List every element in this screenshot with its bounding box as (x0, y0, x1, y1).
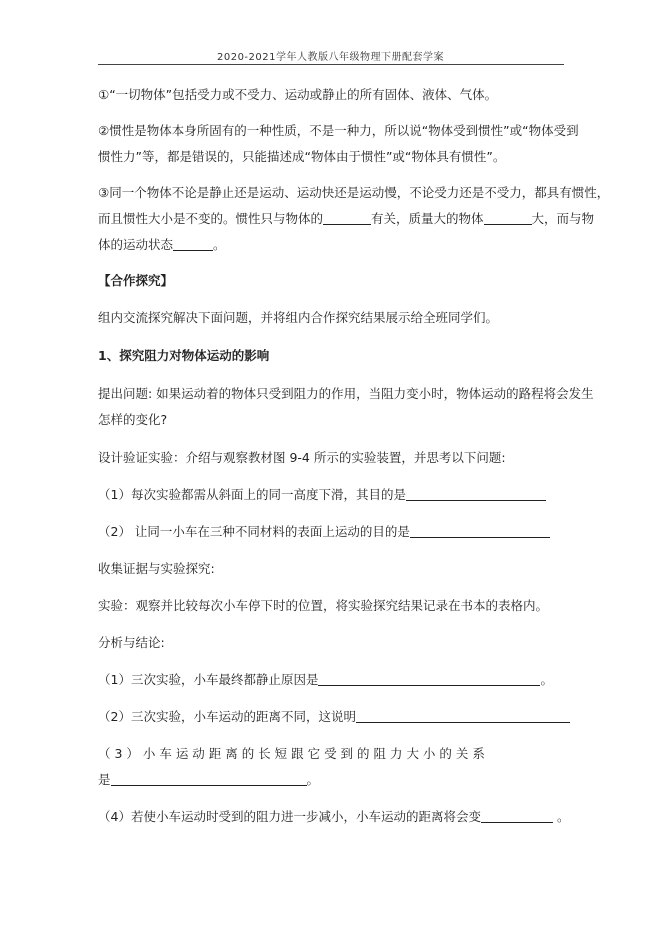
design-question-1-text: （1）每次实验都需从斜面上的同一高度下滑，其目的是 (98, 487, 406, 502)
analysis-question-1-end: 。 (540, 672, 553, 687)
analysis-question-3-line-1: （ 3 ） 小 车 运 动 距 离 的 长 短 跟 它 受 到 的 阻 力 大 小 的 关 系 (98, 746, 485, 761)
design-question-2 (98, 519, 564, 545)
blank-inertia-factor[interactable] (323, 210, 371, 225)
design-text: 设计验证实验：介绍与观察教材图 9-4 所示的实验装置，并思考以下问题: (98, 450, 506, 465)
blank-analysis-4[interactable] (481, 808, 553, 823)
blank-analysis-3[interactable] (111, 771, 307, 786)
note-3-text-d: 体的运动状态 (98, 237, 174, 252)
note-3-text-e: 。 (213, 237, 226, 252)
section-heading: 【合作探究】 (98, 273, 174, 288)
analysis-question-4 (98, 804, 570, 830)
analysis-text: 分析与结论: (98, 635, 165, 650)
note-1: ①“一切物体”包括受力或不受力、运动或静止的所有固体、液体、气体。 (98, 87, 498, 102)
note-2-line-1: ②惯性是物体本身所固有的一种性质，不是一种力，所以说“物体受到惯性”或“物体受到 (98, 123, 579, 138)
blank-design-1[interactable] (406, 486, 546, 501)
design-question-1 (98, 482, 564, 508)
question-line-1: 提出问题: 如果运动着的物体只受到阻力的作用，当阻力变小时，物体运动的路程将会发生 (98, 386, 594, 401)
analysis-question-3-text: 是 (98, 772, 111, 787)
topic-title: 1、探究阻力对物体运动的影响 (98, 348, 270, 363)
design-question-2-text: （2） 让同一小车在三种不同材料的表面上运动的目的是 (98, 524, 410, 539)
note-2-line-2: 惯性力”等，都是错误的，只能描述成“物体由于惯性”或“物体具有惯性”。 (98, 149, 506, 164)
question-line-2: 怎样的变化? (98, 412, 168, 427)
analysis-question-2 (98, 704, 564, 730)
blank-inertia-size[interactable] (484, 210, 532, 225)
analysis-question-2-text: （2）三次实验，小车运动的距离不同，这说明 (98, 709, 356, 724)
header-title: 2020-2021学年人教版八年级物理下册配套学案 (216, 52, 444, 63)
blank-analysis-1[interactable] (318, 671, 540, 686)
section-intro: 组内交流探究解决下面问题，并将组内合作探究结果展示给全班同学们。 (98, 310, 499, 325)
analysis-question-1 (98, 667, 564, 693)
analysis-question-1-text: （1）三次实验，小车最终都静止原因是 (98, 672, 319, 687)
note-3-line-2 (98, 206, 595, 232)
blank-design-2[interactable] (410, 523, 550, 538)
analysis-question-3-end: 。 (306, 772, 320, 787)
note-3-line-1: ③同一个物体不论是静止还是运动、运动快还是运动慢，不论受力还是不受力，都具有惯性， (98, 185, 610, 200)
experiment-text: 实验：观察并比较每次小车停下时的位置，将实验探究结果记录在书本的表格内。 (98, 598, 549, 613)
note-3-text-b: 有关，质量大的物体 (371, 211, 484, 226)
note-3-line-3 (98, 232, 564, 258)
collect-text: 收集证据与实验探究: (98, 561, 215, 576)
blank-motion-state[interactable] (173, 236, 213, 251)
analysis-question-4-end: 。 (552, 809, 570, 824)
header-divider (98, 64, 564, 65)
note-3-text-c: 大，而与物 (531, 211, 595, 226)
analysis-question-4-text: （4）若使小车运动时受到的阻力进一步减小，小车运动的距离将会变 (98, 809, 481, 824)
blank-analysis-2[interactable] (356, 708, 570, 723)
analysis-question-3-line-2 (98, 767, 564, 793)
note-3-text-a: 而且惯性大小是不变的。惯性只与物体的 (98, 211, 324, 226)
